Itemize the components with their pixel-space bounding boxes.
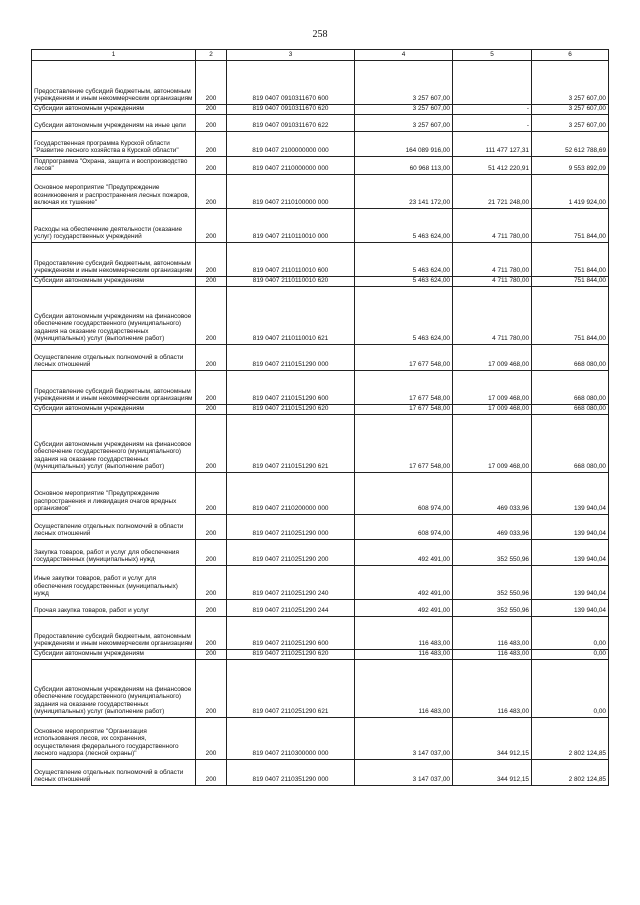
- row-admin-code: 200: [196, 718, 227, 760]
- row-approved-amount: 17 677 548,00: [355, 405, 453, 415]
- row-executed-amount: 116 483,00: [453, 617, 532, 650]
- row-executed-amount: 4 711 780,00: [453, 287, 532, 345]
- row-approved-amount: 17 677 548,00: [355, 345, 453, 371]
- row-budget-code: 819 0407 2110151290 621: [227, 415, 355, 473]
- row-approved-amount: 60 968 113,00: [355, 157, 453, 175]
- row-executed-amount: 111 477 127,31: [453, 132, 532, 157]
- row-remaining-amount: 0,00: [532, 660, 609, 718]
- row-admin-code: 200: [196, 540, 227, 566]
- row-budget-code: 819 0407 2110251290 200: [227, 540, 355, 566]
- row-remaining-amount: 1 419 924,00: [532, 175, 609, 209]
- row-approved-amount: 5 463 624,00: [355, 287, 453, 345]
- row-budget-code: 819 0407 2110151290 000: [227, 345, 355, 371]
- row-approved-amount: 492 491,00: [355, 566, 453, 600]
- row-approved-amount: 492 491,00: [355, 540, 453, 566]
- row-budget-code: 819 0407 2110100000 000: [227, 175, 355, 209]
- table-row: [32, 515, 609, 540]
- row-description: Предоставление субсидий бюджетным, автономным учреждениям и иным некоммерческим организациям: [32, 371, 196, 405]
- row-executed-amount: 352 550,96: [453, 600, 532, 617]
- row-description: Субсидии автономным учреждениям на финансовое обеспечение государственного (муниципального) задания на оказание государственных (муниципальных) услуг (выполнение работ): [32, 415, 196, 473]
- row-remaining-amount: 3 257 607,00: [532, 105, 609, 115]
- row-executed-amount: 21 721 248,00: [453, 175, 532, 209]
- row-remaining-amount: 139 940,04: [532, 600, 609, 617]
- row-description: Прочая закупка товаров, работ и услуг: [32, 600, 196, 617]
- table-row: [32, 157, 609, 175]
- row-admin-code: 200: [196, 617, 227, 650]
- row-admin-code: 200: [196, 345, 227, 371]
- row-admin-code: 200: [196, 105, 227, 115]
- row-remaining-amount: 139 940,04: [532, 566, 609, 600]
- row-remaining-amount: 668 080,00: [532, 345, 609, 371]
- row-budget-code: 819 0407 0910311670 600: [227, 61, 355, 105]
- row-approved-amount: 3 257 607,00: [355, 115, 453, 132]
- row-admin-code: 200: [196, 405, 227, 415]
- table-row: [32, 718, 609, 760]
- row-description: Субсидии автономным учреждениям: [32, 405, 196, 415]
- table-row: [32, 760, 609, 786]
- row-remaining-amount: 0,00: [532, 617, 609, 650]
- page-number: 258: [312, 29, 328, 40]
- row-executed-amount: 17 009 468,00: [453, 345, 532, 371]
- row-admin-code: 200: [196, 600, 227, 617]
- table-row: [32, 243, 609, 277]
- table-row: [32, 132, 609, 157]
- row-description: Субсидии автономным учреждениям на финансовое обеспечение государственного (муниципального) задания на оказание государственных (муниципальных) услуг (выполнение работ): [32, 660, 196, 718]
- row-budget-code: 819 0407 0910311670 620: [227, 105, 355, 115]
- header-col-6: 6: [532, 50, 609, 61]
- row-admin-code: 200: [196, 115, 227, 132]
- row-budget-code: 819 0407 2110251290 621: [227, 660, 355, 718]
- table-row: [32, 566, 609, 600]
- row-description: Предоставление субсидий бюджетным, автономным учреждениям и иным некоммерческим организациям: [32, 61, 196, 105]
- row-budget-code: 819 0407 2110000000 000: [227, 157, 355, 175]
- table-row: [32, 473, 609, 515]
- row-approved-amount: 5 463 624,00: [355, 277, 453, 287]
- row-executed-amount: 469 033,96: [453, 473, 532, 515]
- header-row: [32, 50, 609, 61]
- row-description: Закупка товаров, работ и услуг для обеспечения государственных (муниципальных) нужд: [32, 540, 196, 566]
- row-approved-amount: 3 257 607,00: [355, 61, 453, 105]
- row-admin-code: 200: [196, 243, 227, 277]
- row-executed-amount: 352 550,96: [453, 540, 532, 566]
- table-row: [32, 650, 609, 660]
- row-approved-amount: 17 677 548,00: [355, 371, 453, 405]
- row-admin-code: 200: [196, 61, 227, 105]
- row-admin-code: 200: [196, 660, 227, 718]
- row-budget-code: 819 0407 2110200000 000: [227, 473, 355, 515]
- row-admin-code: 200: [196, 515, 227, 540]
- row-executed-amount: 116 483,00: [453, 660, 532, 718]
- row-executed-amount: -: [453, 105, 532, 115]
- row-budget-code: 819 0407 2110251290 240: [227, 566, 355, 600]
- row-budget-code: 819 0407 2110110010 600: [227, 243, 355, 277]
- row-admin-code: 200: [196, 650, 227, 660]
- row-approved-amount: 23 141 172,00: [355, 175, 453, 209]
- row-remaining-amount: 0,00: [532, 650, 609, 660]
- row-executed-amount: 17 009 468,00: [453, 405, 532, 415]
- row-remaining-amount: 751 844,00: [532, 277, 609, 287]
- row-admin-code: 200: [196, 157, 227, 175]
- row-executed-amount: 116 483,00: [453, 650, 532, 660]
- row-description: Субсидии автономным учреждениям на иные цели: [32, 115, 196, 132]
- row-approved-amount: 608 974,00: [355, 473, 453, 515]
- row-approved-amount: 5 463 624,00: [355, 243, 453, 277]
- row-description: Осуществление отдельных полномочий в области лесных отношений: [32, 345, 196, 371]
- header-col-3: 3: [227, 50, 355, 61]
- row-description: Основное мероприятие "Организация использования лесов, их сохранения, осуществления федерального государственного лесного надзора (лесной охраны)": [32, 718, 196, 760]
- row-remaining-amount: 2 802 124,85: [532, 760, 609, 786]
- row-approved-amount: 3 147 037,00: [355, 718, 453, 760]
- row-executed-amount: 51 412 220,91: [453, 157, 532, 175]
- row-admin-code: 200: [196, 566, 227, 600]
- table-row: [32, 209, 609, 243]
- row-approved-amount: 17 677 548,00: [355, 415, 453, 473]
- row-executed-amount: 4 711 780,00: [453, 277, 532, 287]
- row-admin-code: 200: [196, 132, 227, 157]
- row-approved-amount: 164 089 916,00: [355, 132, 453, 157]
- row-budget-code: 819 0407 2110151290 600: [227, 371, 355, 405]
- table-row: [32, 277, 609, 287]
- row-admin-code: 200: [196, 209, 227, 243]
- row-budget-code: 819 0407 2110300000 000: [227, 718, 355, 760]
- row-approved-amount: 116 483,00: [355, 617, 453, 650]
- row-remaining-amount: 52 612 788,69: [532, 132, 609, 157]
- row-remaining-amount: 3 257 607,00: [532, 115, 609, 132]
- row-executed-amount: 352 550,96: [453, 566, 532, 600]
- row-description: Основное мероприятие "Предупреждение возникновения и распространения лесных пожаров, включая их тушение": [32, 175, 196, 209]
- row-description: Осуществление отдельных полномочий в области лесных отношений: [32, 760, 196, 786]
- row-approved-amount: 3 257 607,00: [355, 105, 453, 115]
- row-executed-amount: 469 033,96: [453, 515, 532, 540]
- row-remaining-amount: 668 080,00: [532, 405, 609, 415]
- row-remaining-amount: 751 844,00: [532, 243, 609, 277]
- row-admin-code: 200: [196, 415, 227, 473]
- row-budget-code: 819 0407 2110110010 621: [227, 287, 355, 345]
- row-admin-code: 200: [196, 371, 227, 405]
- row-description: Предоставление субсидий бюджетным, автономным учреждениям и иным некоммерческим организациям: [32, 617, 196, 650]
- row-budget-code: 819 0407 2110251290 244: [227, 600, 355, 617]
- row-remaining-amount: 751 844,00: [532, 287, 609, 345]
- table-header: [32, 50, 609, 61]
- row-remaining-amount: 139 940,04: [532, 473, 609, 515]
- row-budget-code: 819 0407 2110351290 000: [227, 760, 355, 786]
- row-approved-amount: 116 483,00: [355, 660, 453, 718]
- table-row: [32, 371, 609, 405]
- row-executed-amount: -: [453, 115, 532, 132]
- table-row: [32, 540, 609, 566]
- row-budget-code: 819 0407 2110151290 620: [227, 405, 355, 415]
- table-body: [32, 61, 609, 786]
- row-executed-amount: 17 009 468,00: [453, 371, 532, 405]
- table-row: [32, 660, 609, 718]
- row-description: Субсидии автономным учреждениям: [32, 105, 196, 115]
- table-row: [32, 405, 609, 415]
- row-budget-code: 819 0407 0910311670 622: [227, 115, 355, 132]
- row-remaining-amount: 2 802 124,85: [532, 718, 609, 760]
- row-budget-code: 819 0407 2110251290 600: [227, 617, 355, 650]
- row-description: Государственная программа Курской области "Развитие лесного хозяйства в Курской области": [32, 132, 196, 157]
- row-executed-amount: 344 912,15: [453, 760, 532, 786]
- row-remaining-amount: 751 844,00: [532, 209, 609, 243]
- row-executed-amount: 17 009 468,00: [453, 415, 532, 473]
- row-remaining-amount: 139 940,04: [532, 540, 609, 566]
- table-row: [32, 175, 609, 209]
- row-description: Субсидии автономным учреждениям: [32, 277, 196, 287]
- header-col-1: 1: [32, 50, 196, 61]
- table-row: [32, 345, 609, 371]
- row-admin-code: 200: [196, 175, 227, 209]
- row-budget-code: 819 0407 2110251290 000: [227, 515, 355, 540]
- row-description: Подпрограмма "Охрана, защита и воспроизводство лесов": [32, 157, 196, 175]
- row-budget-code: 819 0407 2100000000 000: [227, 132, 355, 157]
- budget-table: [31, 49, 609, 786]
- row-admin-code: 200: [196, 760, 227, 786]
- row-remaining-amount: 668 080,00: [532, 371, 609, 405]
- table-row: [32, 617, 609, 650]
- header-col-5: 5: [453, 50, 532, 61]
- row-remaining-amount: 668 080,00: [532, 415, 609, 473]
- row-admin-code: 200: [196, 473, 227, 515]
- row-approved-amount: 3 147 037,00: [355, 760, 453, 786]
- row-description: Субсидии автономным учреждениям на финансовое обеспечение государственного (муниципального) задания на оказание государственных (муниципальных) услуг (выполнение работ): [32, 287, 196, 345]
- row-description: Основное мероприятие "Предупреждение распространения и ликвидация очагов вредных организмов": [32, 473, 196, 515]
- row-executed-amount: 4 711 780,00: [453, 243, 532, 277]
- row-executed-amount: 4 711 780,00: [453, 209, 532, 243]
- row-admin-code: 200: [196, 287, 227, 345]
- header-col-4: 4: [355, 50, 453, 61]
- row-approved-amount: 5 463 624,00: [355, 209, 453, 243]
- row-budget-code: 819 0407 2110110010 620: [227, 277, 355, 287]
- row-approved-amount: 492 491,00: [355, 600, 453, 617]
- table-row: [32, 115, 609, 132]
- row-budget-code: 819 0407 2110251290 620: [227, 650, 355, 660]
- table-row: [32, 600, 609, 617]
- row-description: Иные закупки товаров, работ и услуг для обеспечения государственных (муниципальных) нужд: [32, 566, 196, 600]
- row-remaining-amount: 3 257 607,00: [532, 61, 609, 105]
- row-description: Расходы на обеспечение деятельности (оказание услуг) государственных учреждений: [32, 209, 196, 243]
- row-description: Осуществление отдельных полномочий в области лесных отношений: [32, 515, 196, 540]
- row-admin-code: 200: [196, 277, 227, 287]
- row-approved-amount: 608 974,00: [355, 515, 453, 540]
- row-description: Субсидии автономным учреждениям: [32, 650, 196, 660]
- row-executed-amount: [453, 61, 532, 105]
- table-row: [32, 287, 609, 345]
- row-executed-amount: 344 912,15: [453, 718, 532, 760]
- row-approved-amount: 116 483,00: [355, 650, 453, 660]
- row-description: Предоставление субсидий бюджетным, автономным учреждениям и иным некоммерческим организациям: [32, 243, 196, 277]
- table-row: [32, 105, 609, 115]
- header-col-2: 2: [196, 50, 227, 61]
- row-remaining-amount: 9 553 892,09: [532, 157, 609, 175]
- table-row: [32, 61, 609, 105]
- row-budget-code: 819 0407 2110110010 000: [227, 209, 355, 243]
- row-remaining-amount: 139 940,04: [532, 515, 609, 540]
- table-row: [32, 415, 609, 473]
